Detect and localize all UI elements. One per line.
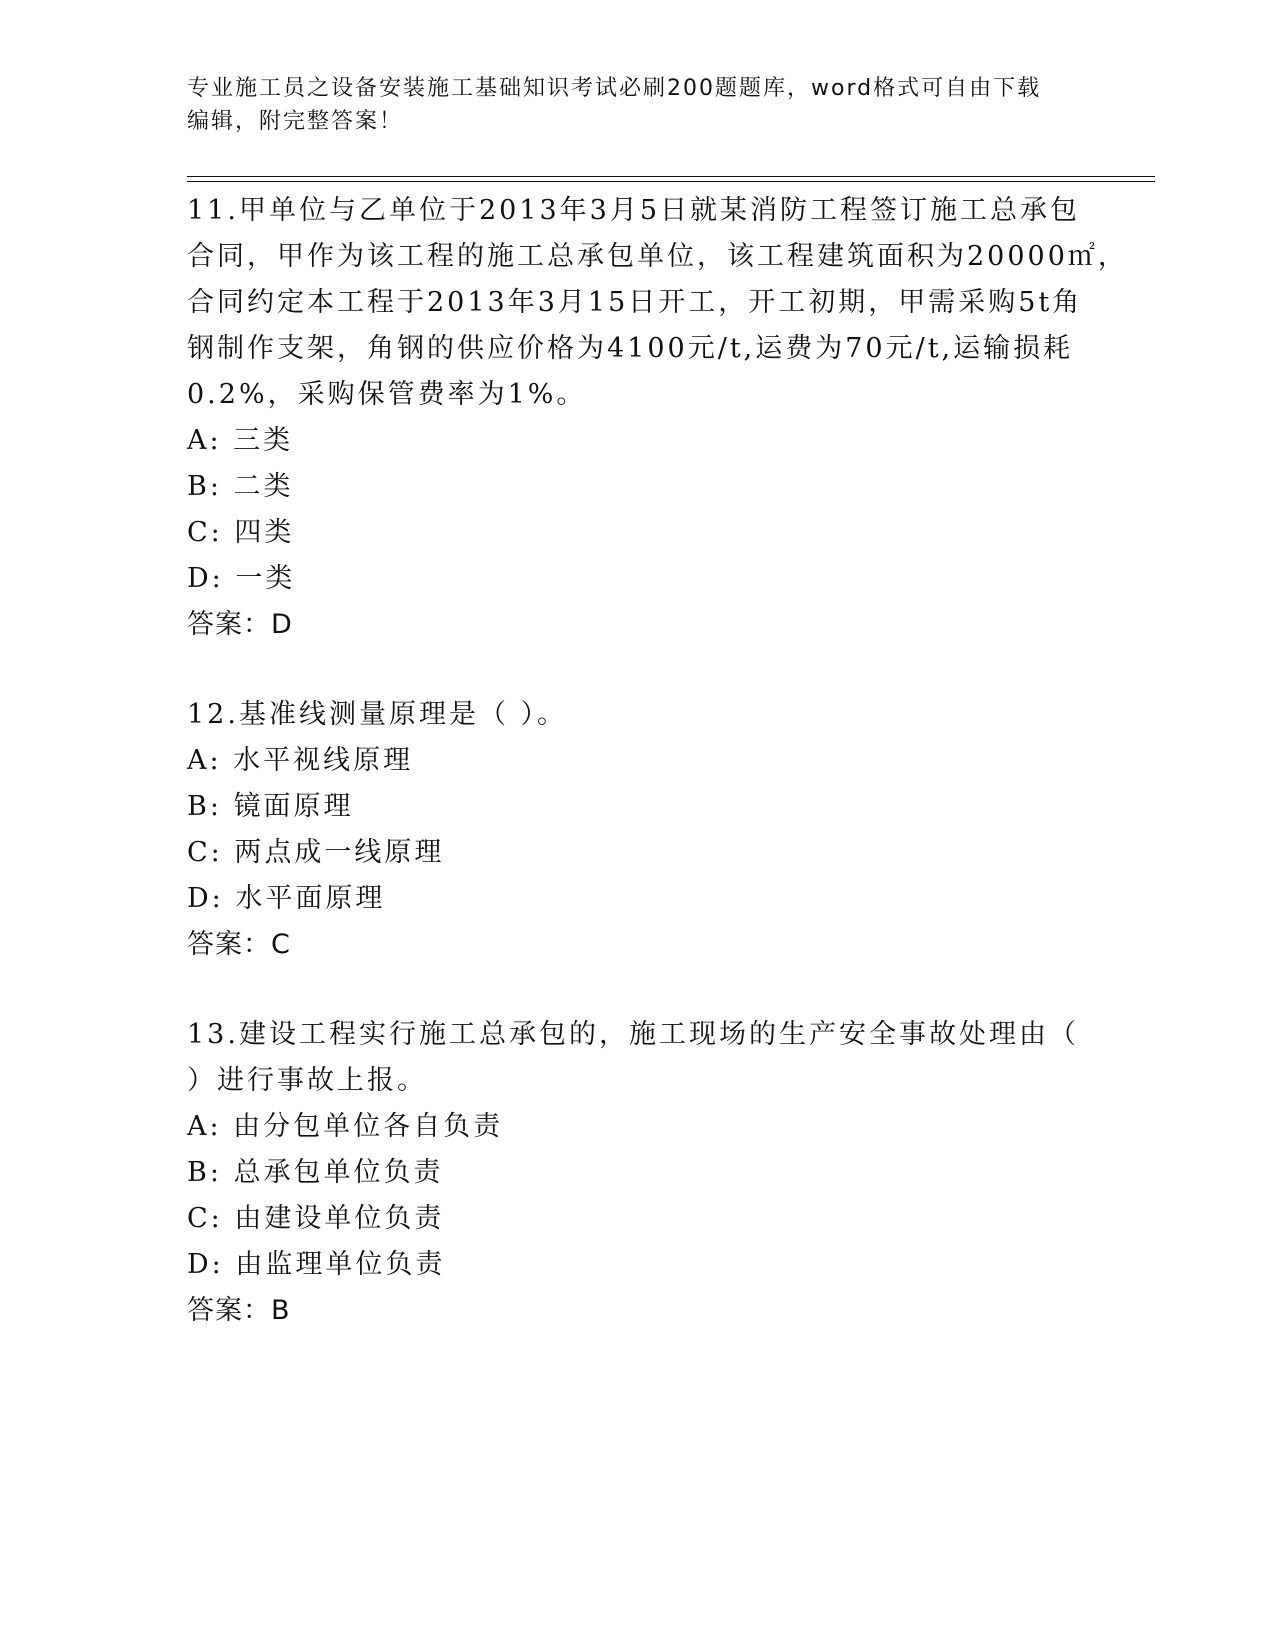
question-spacer — [187, 648, 1087, 692]
question-11-option-b: B: 二类 — [187, 471, 294, 502]
question-11-option-c: C: 四类 — [187, 517, 295, 548]
question-12-answer: 答案：C — [187, 929, 291, 960]
question-block-13 — [187, 1012, 1087, 1334]
question-11-answer: 答案：D — [187, 609, 293, 640]
question-11-text-line-5: 0.2%，采购保管费率为1%。 — [187, 379, 587, 410]
question-13-answer: 答案：B — [187, 1295, 291, 1326]
question-13-option-d: D: 由监理单位负责 — [187, 1249, 446, 1280]
header-divider-bottom — [187, 181, 1155, 182]
question-12-option-d: D: 水平面原理 — [187, 883, 386, 914]
question-12-option-b: B: 镜面原理 — [187, 791, 354, 822]
header-title-line-2: 编辑，附完整答案！ — [187, 109, 404, 134]
question-13-text-line-1: 13.建设工程实行施工总承包的，施工现场的生产安全事故处理由（ — [187, 1019, 1079, 1050]
question-block-12 — [187, 692, 1087, 968]
question-12-text-line-1: 12.基准线测量原理是（ ）。 — [187, 699, 568, 730]
question-spacer — [187, 968, 1087, 1012]
question-13-option-a: A: 由分包单位各自负责 — [187, 1111, 504, 1142]
question-11-option-d: D: 一类 — [187, 563, 296, 594]
question-13-option-b: B: 总承包单位负责 — [187, 1157, 444, 1188]
header-title-line-1: 专业施工员之设备安装施工基础知识考试必刷200题题库，word格式可自由下载 — [187, 76, 1042, 101]
question-12-option-c: C: 两点成一线原理 — [187, 837, 445, 868]
question-11-text-line-2: 合同，甲作为该工程的施工总承包单位，该工程建筑面积为20000㎡， — [187, 241, 1128, 272]
header-divider-top — [187, 176, 1155, 177]
question-block-11 — [187, 188, 1128, 648]
question-list — [187, 188, 1128, 1334]
question-12-option-a: A: 水平视线原理 — [187, 745, 414, 776]
question-11-text-line-4: 钢制作支架，角钢的供应价格为4100元/t,运费为70元/t,运输损耗 — [187, 333, 1074, 364]
document-header — [187, 72, 1067, 138]
question-11-text-line-1: 11.甲单位与乙单位于2013年3月5日就某消防工程签订施工总承包 — [187, 195, 1081, 226]
question-11-option-a: A: 三类 — [187, 425, 294, 456]
question-13-text-line-2: ）进行事故上报。 — [187, 1065, 427, 1096]
question-13-option-c: C: 由建设单位负责 — [187, 1203, 445, 1234]
question-11-text-line-3: 合同约定本工程于2013年3月15日开工，开工初期，甲需采购5t角 — [187, 287, 1083, 318]
